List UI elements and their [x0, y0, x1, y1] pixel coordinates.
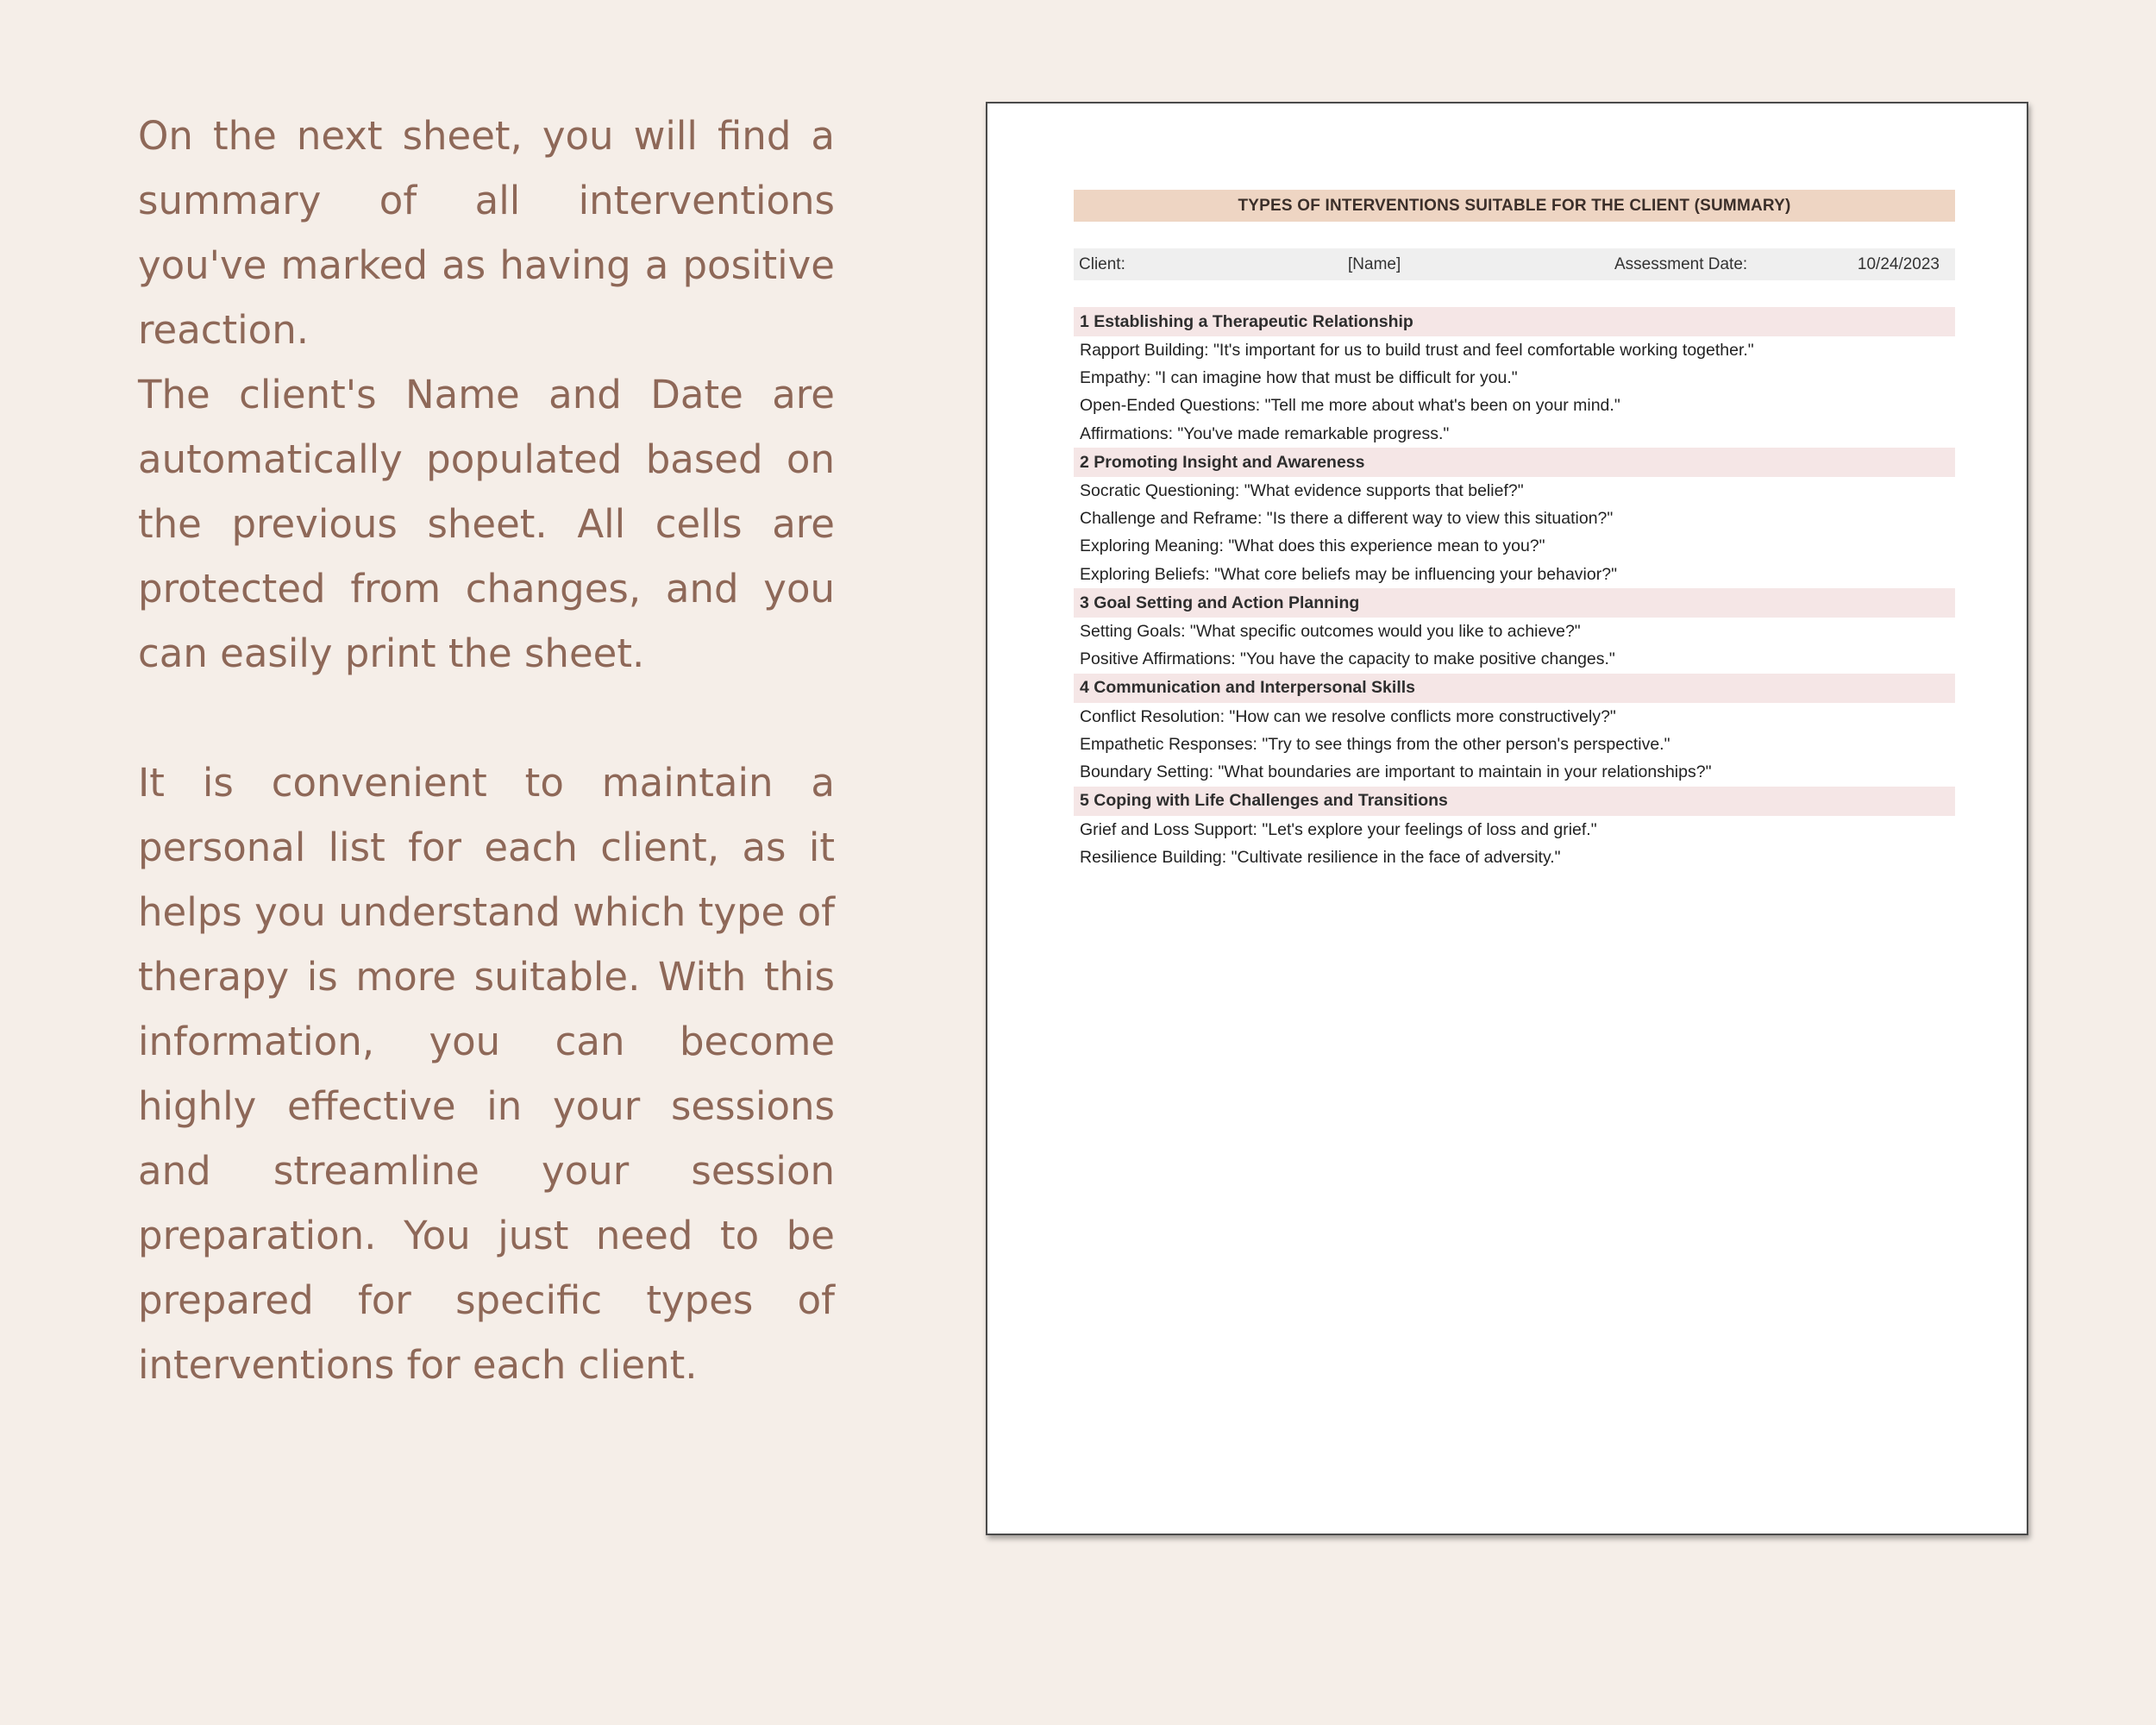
intervention-item: Rapport Building: "It's important for us to build trust and feel comfortable working together." — [1080, 340, 1754, 360]
section-header: 5 Coping with Life Challenges and Transitions — [1074, 787, 1955, 816]
intervention-item: Boundary Setting: "What boundaries are important to maintain in your relationships?" — [1080, 762, 1712, 782]
intervention-item: Empathy: "I can imagine how that must be difficult for you." — [1080, 367, 1518, 387]
description-paragraph-2: The client's Name and Date are automatically populated based on the previous sheet. All cells are protected from changes, and you can easily print the sheet. — [138, 372, 835, 676]
assessment-date-label: Assessment Date: — [1614, 255, 1748, 273]
intervention-item: Conflict Resolution: "How can we resolve conflicts more constructively?" — [1080, 706, 1616, 726]
section-header: 4 Communication and Interpersonal Skills — [1074, 674, 1955, 703]
client-name: [Name] — [1348, 255, 1401, 273]
intervention-item: Challenge and Reframe: "Is there a different way to view this situation?" — [1080, 509, 1614, 529]
client-info-row — [1074, 248, 1955, 280]
section-header: 2 Promoting Insight and Awareness — [1074, 448, 1955, 477]
section-header: 3 Goal Setting and Action Planning — [1074, 588, 1955, 618]
client-label: Client: — [1079, 255, 1125, 273]
description-paragraph-1: On the next sheet, you will find a summary of all interventions you've marked as having a positive reaction. — [138, 113, 835, 353]
description-paragraph-3: It is convenient to maintain a personal list for each client, as it helps you understand which type of therapy is more suitable. With this information, you can become highly effective in your sessions and streamline your session preparation. You just need to be prepared for specific types of interventions for each client. — [138, 760, 835, 1388]
intervention-item: Affirmations: "You've made remarkable progress." — [1080, 423, 1450, 443]
assessment-date-value: 10/24/2023 — [1857, 255, 1940, 273]
intervention-item: Socratic Questioning: "What evidence supports that belief?" — [1080, 480, 1524, 500]
description-text — [138, 104, 835, 1397]
intervention-item: Exploring Beliefs: "What core beliefs may be influencing your behavior?" — [1080, 564, 1618, 584]
summary-sheet-preview — [986, 102, 2028, 1535]
intervention-item: Open-Ended Questions: "Tell me more about what's been on your mind." — [1080, 396, 1620, 416]
section-header: 1 Establishing a Therapeutic Relationship — [1074, 307, 1955, 336]
intervention-item: Positive Affirmations: "You have the capacity to make positive changes." — [1080, 649, 1615, 669]
intervention-sections — [1074, 307, 1955, 871]
intervention-item: Grief and Loss Support: "Let's explore your feelings of loss and grief." — [1080, 819, 1597, 839]
intervention-item: Exploring Meaning: "What does this experience mean to you?" — [1080, 536, 1545, 556]
sheet-content — [1074, 190, 1955, 871]
intervention-item: Resilience Building: "Cultivate resilience in the face of adversity." — [1080, 847, 1561, 867]
sheet-title: TYPES OF INTERVENTIONS SUITABLE FOR THE CLIENT (SUMMARY) — [1074, 190, 1955, 222]
intervention-item: Setting Goals: "What specific outcomes would you like to achieve?" — [1080, 622, 1581, 642]
intervention-item: Empathetic Responses: "Try to see things from the other person's perspective." — [1080, 734, 1670, 754]
